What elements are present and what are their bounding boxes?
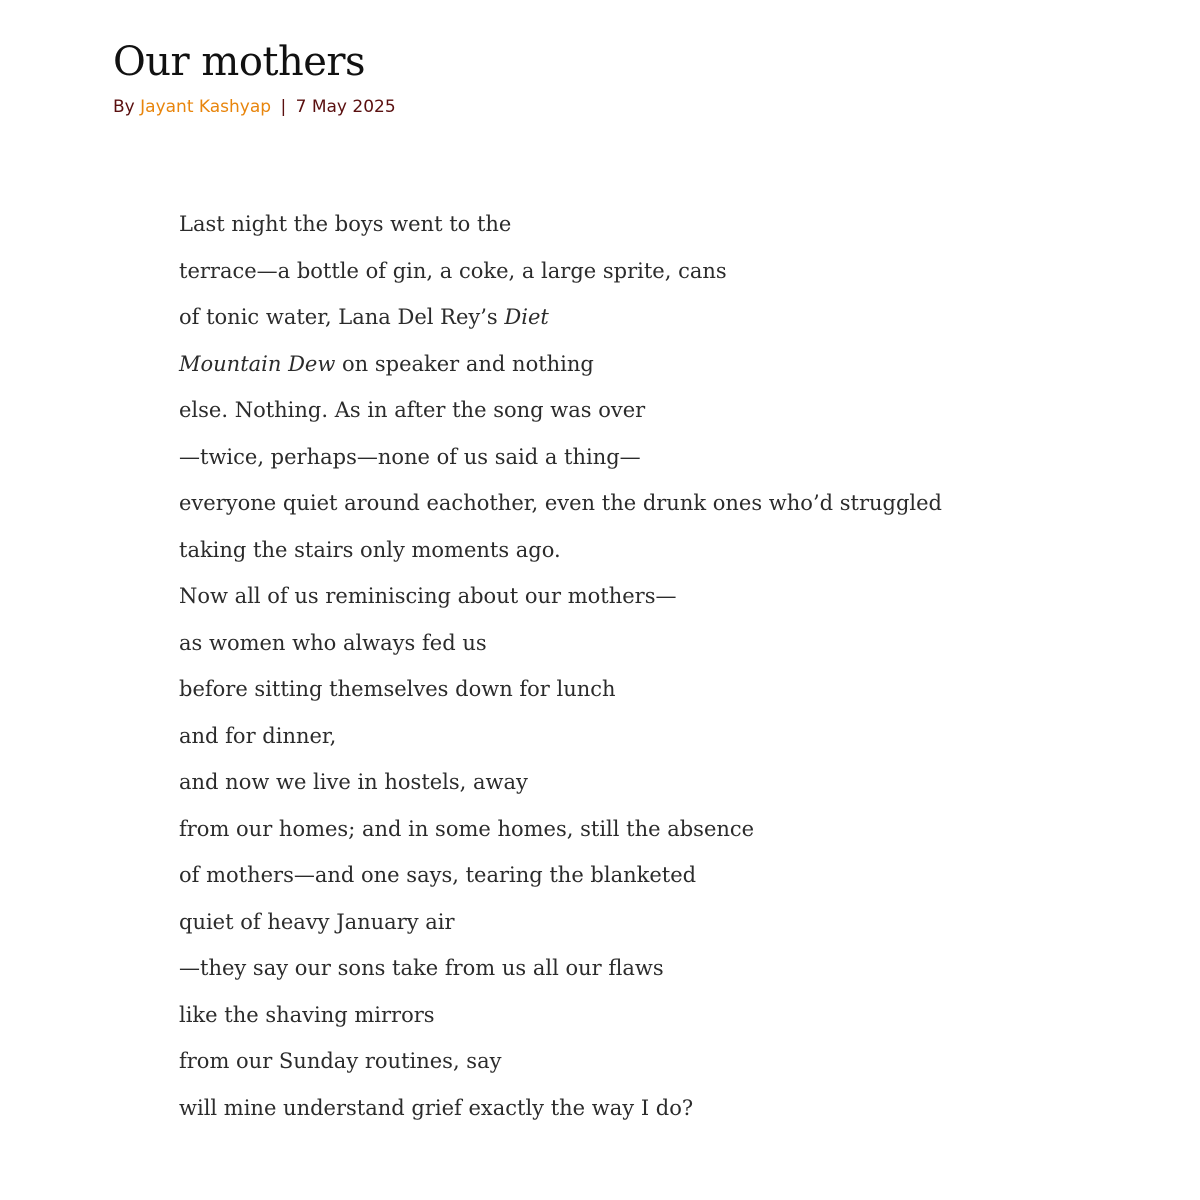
byline-separator: | xyxy=(280,97,287,117)
poem-line: terrace—a bottle of gin, a coke, a large sprite, cans xyxy=(179,258,727,283)
poem-line-text: on speaker and nothing xyxy=(342,351,594,376)
poem-line-italic: Mountain Dew xyxy=(179,351,336,376)
poem-line: from our homes; and in some homes, still the absence xyxy=(179,816,755,841)
poem-line: —twice, perhaps—none of us said a thing— xyxy=(179,444,641,469)
poem-line: Now all of us reminiscing about our mothers— xyxy=(179,584,677,608)
poem-line: will mine understand grief exactly the way I do? xyxy=(179,1095,694,1120)
page-title: Our mothers xyxy=(113,39,366,85)
poem-line: before sitting themselves down for lunch xyxy=(179,677,616,701)
poem-line-text: of tonic water, Lana Del Rey’s xyxy=(179,305,498,329)
poem-line: as women who always fed us xyxy=(179,630,487,655)
poem-line: —they say our sons take from us all our flaws xyxy=(179,956,664,980)
poem-line xyxy=(179,294,942,341)
poem-line: and for dinner, xyxy=(179,723,337,748)
poem-body xyxy=(179,201,942,1131)
poem-line: else. Nothing. As in after the song was over xyxy=(179,398,646,422)
poem-line: like the shaving mirrors xyxy=(179,1002,435,1027)
author-link[interactable]: Jayant Kashyap xyxy=(140,97,272,117)
poem-line: taking the stairs only moments ago. xyxy=(179,537,561,562)
poem-line-italic: Diet xyxy=(504,305,549,329)
poem-line: quiet of heavy January air xyxy=(179,909,455,934)
poem-line: and now we live in hostels, away xyxy=(179,770,528,794)
poem-line xyxy=(179,341,942,388)
poem-line: everyone quiet around eachother, even the drunk ones who’d struggled xyxy=(179,491,942,515)
byline xyxy=(113,94,396,120)
poem-line: from our Sunday routines, say xyxy=(179,1049,502,1073)
poem-line: Last night the boys went to the xyxy=(179,212,512,236)
publish-date: 7 May 2025 xyxy=(295,97,396,117)
byline-prefix: By xyxy=(113,97,135,117)
poem-line: of mothers—and one says, tearing the blanketed xyxy=(179,863,697,887)
